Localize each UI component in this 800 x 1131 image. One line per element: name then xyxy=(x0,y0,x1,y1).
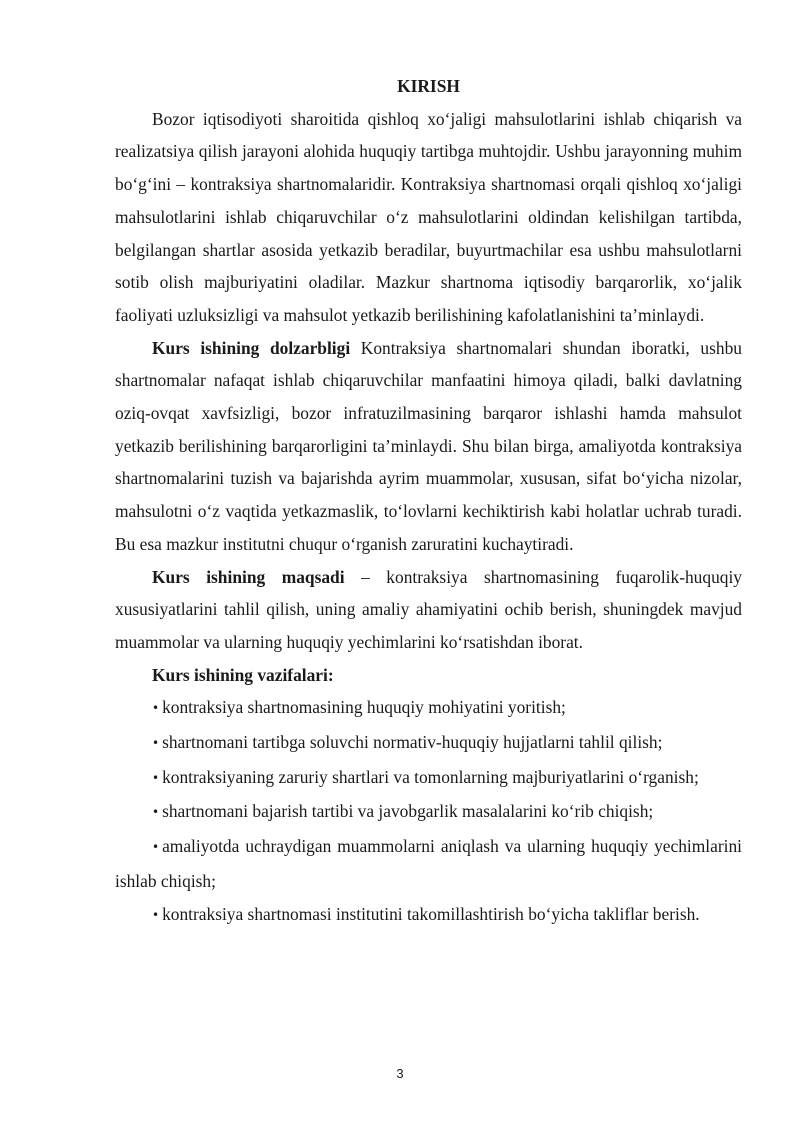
list-item xyxy=(115,691,742,726)
list-item-text: shartnomani bajarish tartibi va javobgarlik masalalarini ko‘rib chiqish; xyxy=(162,801,654,822)
relevance-text: Kontraksiya shartnomalari shundan iboratki, ushbu shartnomalar nafaqat ishlab chiqaruvchilar manfaatini himoya qiladi, balki davlatning oziq-ovqat xavfsizligi, bozor infratuzilmasining barqaror ishlashi hamda mahsulot yetkazib berilishining barqarorligini ta’minlaydi. Shu bilan birga, amaliyotda kontraksiya shartnomalarini tuzish va bajarishda ayrim muammolar, xususan, sifat bo‘yicha nizolar, mahsulotni o‘z vaqtida yetkazmaslik, to‘lovlarni kechiktirish kabi holatlar uchrab turadi. Bu esa mazkur institutni chuqur o‘rganish zaruratini kuchaytiradi. xyxy=(115,337,742,554)
list-item xyxy=(115,795,742,830)
page-number: 3 xyxy=(396,1066,404,1081)
list-item-text: shartnomani tartibga soluvchi normativ-huquqiy hujjatlarni tahlil qilish; xyxy=(162,732,663,753)
list-item-text: kontraksiyaning zaruriy shartlari va tomonlarning majburiyatlarini o‘rganish; xyxy=(162,766,699,787)
list-item xyxy=(115,761,742,796)
list-item xyxy=(115,726,742,761)
page-title: KIRISH xyxy=(397,76,460,96)
intro-paragraph: Bozor iqtisodiyoti sharoitida qishloq xo‘jaligi mahsulotlarini ishlab chiqarish va realizatsiya qilish jarayoni alohida huquqiy tartibga muhtojdir. Ushbu jarayonning muhim bo‘g‘ini – kontraksiya shartnomalaridir. Kontraksiya shartnomasi orqali qishloq xo‘jaligi mahsulotlarini ishlab chiqaruvchilar o‘z mahsulotlarini oldindan kelishilgan tartibda, belgilangan shartlar asosida yetkazib beradilar, buyurtmachilar esa ushbu mahsulotlarni sotib olish majburiyatini oladilar. Mazkur shartnoma iqtisodiy barqarorlik, xo‘jalik faoliyati uzluksizligi va mahsulot yetkazib berilishining kafolatlanishini ta’minlaydi. xyxy=(115,108,742,325)
list-item-text: kontraksiya shartnomasi institutini takomillashtirish bo‘yicha takliflar berish. xyxy=(162,903,700,924)
bullet-icon: • xyxy=(152,701,160,716)
goal-paragraph xyxy=(115,561,742,659)
bullet-icon: • xyxy=(152,770,160,785)
tasks-heading: Kurs ishining vazifalari: xyxy=(152,664,334,685)
document-page xyxy=(115,70,742,932)
list-item-text: amaliyotda uchraydigan muammolarni aniqlash va ularning huquqiy yechimlarini ishlab chiqish; xyxy=(115,836,742,891)
list-item xyxy=(115,898,742,933)
bullet-icon: • xyxy=(152,736,160,751)
relevance-label: Kurs ishining dolzarbligi xyxy=(152,337,351,358)
list-item xyxy=(115,830,742,897)
relevance-paragraph xyxy=(115,332,742,561)
list-item-text: kontraksiya shartnomasining huquqiy mohiyatini yoritish; xyxy=(162,697,566,718)
goal-text: – kontraksiya shartnomasining fuqarolik-huquqiy xususiyatlarini tahlil qilish, uning amaliy ahamiyatini ochib berish, shuningdek mavjud muammolar va ularning huquqiy yechimlarini ko‘rsatishdan iborat. xyxy=(115,566,742,652)
bullet-icon: • xyxy=(152,805,160,820)
bullet-icon: • xyxy=(152,907,160,922)
bullet-icon: • xyxy=(152,840,160,855)
goal-label: Kurs ishining maqsadi xyxy=(152,566,345,587)
